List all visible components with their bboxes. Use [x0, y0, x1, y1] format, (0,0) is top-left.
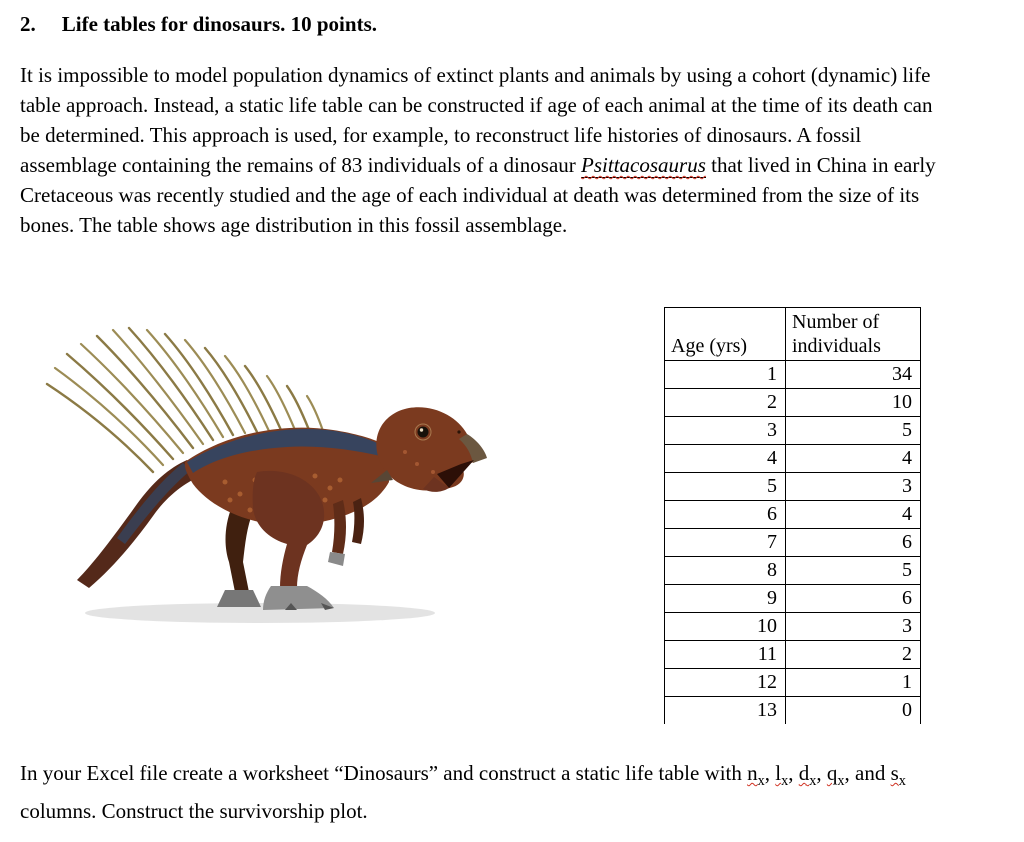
age-cell: 2	[665, 389, 786, 417]
age-cell: 7	[665, 529, 786, 557]
closing-text-separator: ,	[788, 761, 799, 785]
closing-text-separator: ,	[764, 761, 776, 785]
dinosaur-image	[25, 322, 495, 632]
count-cell: 3	[786, 473, 921, 501]
closing-text-separator: , and	[844, 761, 891, 785]
table-header-row	[665, 308, 921, 361]
age-table-body	[665, 361, 921, 725]
age-cell: 13	[665, 697, 786, 725]
closing-text-separator: columns. Construct the survivorship plot.	[20, 799, 368, 824]
table-row	[665, 641, 921, 669]
life-table-column-symbol: $q_x$, and	[826, 761, 891, 790]
age-cell: 12	[665, 669, 786, 697]
table-row	[665, 445, 921, 473]
age-cell: 8	[665, 557, 786, 585]
age-column-header: Age (yrs)	[665, 308, 786, 361]
life-table-column-symbol: $d_x$,	[798, 761, 827, 790]
nostril	[457, 430, 460, 433]
count-cell: 10	[786, 389, 921, 417]
dinosaur-head	[371, 407, 487, 492]
table-row	[665, 557, 921, 585]
count-cell: 5	[786, 557, 921, 585]
life-table-column-symbol: $l_x$,	[775, 761, 799, 790]
intro-paragraph	[20, 60, 948, 240]
age-cell: 3	[665, 417, 786, 445]
count-column-header: Number of individuals	[786, 308, 921, 361]
count-cell: 1	[786, 669, 921, 697]
problem-heading	[20, 12, 377, 37]
life-table-column-symbol: $s_x$ columns. Construct the survivorship plot.	[20, 761, 906, 824]
count-cell: 0	[786, 697, 921, 725]
dinosaur-tail-spine	[117, 463, 191, 544]
age-cell: 1	[665, 361, 786, 389]
age-cell: 4	[665, 445, 786, 473]
count-cell: 3	[786, 613, 921, 641]
table-row	[665, 697, 921, 725]
closing-paragraph	[20, 758, 985, 826]
age-cell: 9	[665, 585, 786, 613]
intro-text-before: It is impossible to model population dynamics of extinct plants and animals by using a cohort (dynamic) life table approach. Instead, a static life table can be constructed if age of each animal at the time of its death can be determined. This approach is used, for example, to reconstruct life histories of dinosaurs. A fossil assemblage containing the remains of 83 individuals of a dinosaur	[20, 63, 933, 177]
count-cell: 6	[786, 585, 921, 613]
problem-number: 2.	[20, 12, 36, 36]
table-row	[665, 585, 921, 613]
dinosaur-tail	[77, 460, 205, 588]
species-name: Psittacosaurus	[581, 153, 706, 177]
life-table-column-symbol: $n_x$,	[747, 761, 776, 790]
closing-text-separator: ,	[816, 761, 827, 785]
count-cell: 34	[786, 361, 921, 389]
table-row	[665, 389, 921, 417]
count-cell: 2	[786, 641, 921, 669]
table-row	[665, 613, 921, 641]
count-cell: 5	[786, 417, 921, 445]
table-row	[665, 417, 921, 445]
age-cell: 10	[665, 613, 786, 641]
intro-text-after: that lived in China in early Cretaceous was recently studied and the age of each individual at death was determined from the size of its bones. The table shows age distribution in this fossil assemblage.	[20, 153, 936, 237]
age-distribution-table	[664, 307, 921, 724]
count-cell: 4	[786, 501, 921, 529]
table-row	[665, 473, 921, 501]
table-row	[665, 669, 921, 697]
table-row	[665, 529, 921, 557]
table-row	[665, 501, 921, 529]
age-cell: 11	[665, 641, 786, 669]
count-cell: 4	[786, 445, 921, 473]
eye	[418, 427, 429, 438]
dinosaur-figure	[25, 322, 495, 632]
table-row	[665, 361, 921, 389]
problem-title: Life tables for dinosaurs. 10 points.	[61, 12, 377, 36]
hind-foot-far	[217, 590, 261, 607]
count-cell: 6	[786, 529, 921, 557]
age-cell: 5	[665, 473, 786, 501]
closing-text: In your Excel file create a worksheet “Dinosaurs” and construct a static life table with	[20, 761, 748, 785]
age-cell: 6	[665, 501, 786, 529]
